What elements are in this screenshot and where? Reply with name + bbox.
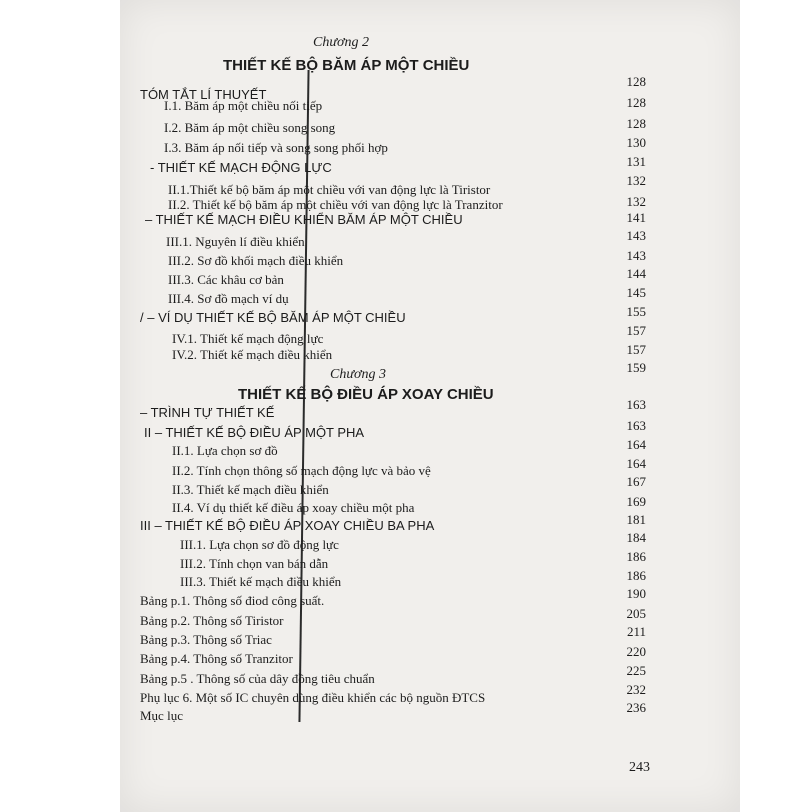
toc-page: 232 [626, 682, 646, 697]
page-number: 243 [629, 760, 650, 775]
toc-page: 159 [626, 360, 646, 375]
toc-entry: Bảng p.1. Thông số điod công suất. [140, 593, 325, 608]
toc-entry: Bảng p.5 . Thông số của dây đồng tiêu chuẩn [140, 671, 375, 686]
toc-page: 128 [626, 95, 646, 110]
chapter-2-title: THIẾT KẾ BỘ BĂM ÁP MỘT CHIỀU [223, 57, 470, 74]
toc-page: 144 [626, 266, 646, 281]
toc-entry: III.2. Sơ đồ khối mạch điều khiển [168, 253, 344, 268]
toc-page: 141 [626, 210, 646, 225]
toc-page: 164 [626, 437, 646, 452]
toc-page: 181 [626, 512, 646, 527]
toc-entry: III.2. Tính chọn van bán dẫn [180, 556, 329, 571]
toc-page: 190 [626, 586, 646, 601]
toc-page: 163 [626, 397, 646, 412]
toc-entry: I.2. Băm áp một chiều song song [164, 120, 336, 135]
toc-entry: / – VÍ DỤ THIẾT KẾ BỘ BĂM ÁP MỘT CHIỀU [140, 310, 406, 325]
toc-entry: Bảng p.2. Thông số Tiristor [140, 613, 284, 628]
toc-entry: II.2. Thiết kế bộ băm áp một chiều với van động lực là Tranzitor [168, 197, 503, 212]
toc-entry: - THIẾT KẾ MẠCH ĐỘNG LỰC [150, 160, 332, 175]
book-page [120, 0, 740, 812]
toc-page: 145 [626, 285, 646, 300]
toc-entry: III.4. Sơ đồ mạch ví dụ [168, 291, 289, 306]
toc-page: 167 [626, 474, 646, 489]
toc-page: 155 [626, 304, 646, 319]
toc-page: 143 [626, 228, 646, 243]
toc-page: 225 [626, 663, 646, 678]
toc-entry: I.3. Băm áp nối tiếp và song song phối hợp [164, 140, 388, 155]
toc-page: 157 [626, 323, 646, 338]
chapter-3-title: THIẾT KẾ BỘ ĐIỀU ÁP XOAY CHIỀU [238, 386, 494, 403]
toc-entry: II.3. Thiết kế mạch điều khiển [172, 482, 329, 497]
toc-entry: Bảng p.4. Thông số Tranzitor [140, 651, 293, 666]
toc-page: 220 [626, 644, 646, 659]
toc-page: 128 [626, 74, 646, 89]
chapter-2-label: Chương 2 [313, 35, 369, 50]
toc-entry: – THIẾT KẾ MẠCH ĐIỀU KHIỂN BĂM ÁP MỘT CHIỀU [145, 212, 463, 227]
toc-entry: II.1. Lựa chọn sơ đồ [172, 443, 278, 458]
toc-entry: II.1.Thiết kế bộ băm áp một chiều với van động lực là Tiristor [168, 182, 491, 197]
toc-page: 164 [626, 456, 646, 471]
toc-entry: III.1. Lựa chọn sơ đồ động lực [180, 537, 339, 552]
toc-entry: III.3. Các khâu cơ bản [168, 272, 284, 287]
toc-entry: Bảng p.3. Thông số Triac [140, 632, 272, 647]
toc-page: 184 [626, 530, 646, 545]
toc-page: 211 [626, 624, 646, 639]
toc-entry: II.4. Ví dụ thiết kế điều áp xoay chiều một pha [172, 500, 415, 515]
toc-entry: IV.1. Thiết kế mạch động lực [172, 331, 324, 346]
toc-entry: III – THIẾT KẾ BỘ ĐIỀU ÁP XOAY CHIỀU BA PHA [140, 518, 435, 533]
toc-entry: IV.2. Thiết kế mạch điều khiển [172, 347, 333, 362]
toc-page: 186 [626, 549, 646, 564]
toc-entry: Phụ lục 6. Một số IC chuyên dùng điều khiển các bộ nguồn ĐTCS [140, 690, 486, 705]
toc-page: 169 [626, 494, 646, 509]
toc-entry: TÓM TẮT LÍ THUYẾT [140, 87, 267, 102]
toc-page: 236 [626, 700, 646, 715]
toc-page: 132 [626, 173, 646, 188]
toc-entry: Mục lục [140, 708, 183, 723]
toc-page: 186 [626, 568, 646, 583]
toc-entry: II.2. Tính chọn thông số mạch động lực và bảo vệ [172, 463, 431, 478]
toc-page: 131 [626, 154, 646, 169]
toc-entry: – TRÌNH TỰ THIẾT KẾ [140, 405, 275, 420]
toc-page: 205 [626, 606, 646, 621]
toc-entry: III.3. Thiết kế mạch điều khiển [180, 574, 342, 589]
toc-page: 143 [626, 248, 646, 263]
toc-page: 132 [626, 194, 646, 209]
toc-page: 157 [626, 342, 646, 357]
toc-page: 128 [626, 116, 646, 131]
toc-entry: II – THIẾT KẾ BỘ ĐIỀU ÁP MỘT PHA [144, 425, 365, 440]
toc-page: 130 [626, 135, 646, 150]
toc-entry: I.1. Băm áp một chiều nối tiếp [164, 98, 323, 113]
toc-page: 163 [626, 418, 646, 433]
chapter-3-label: Chương 3 [330, 367, 386, 382]
toc-entry: III.1. Nguyên lí điều khiển [166, 234, 305, 249]
